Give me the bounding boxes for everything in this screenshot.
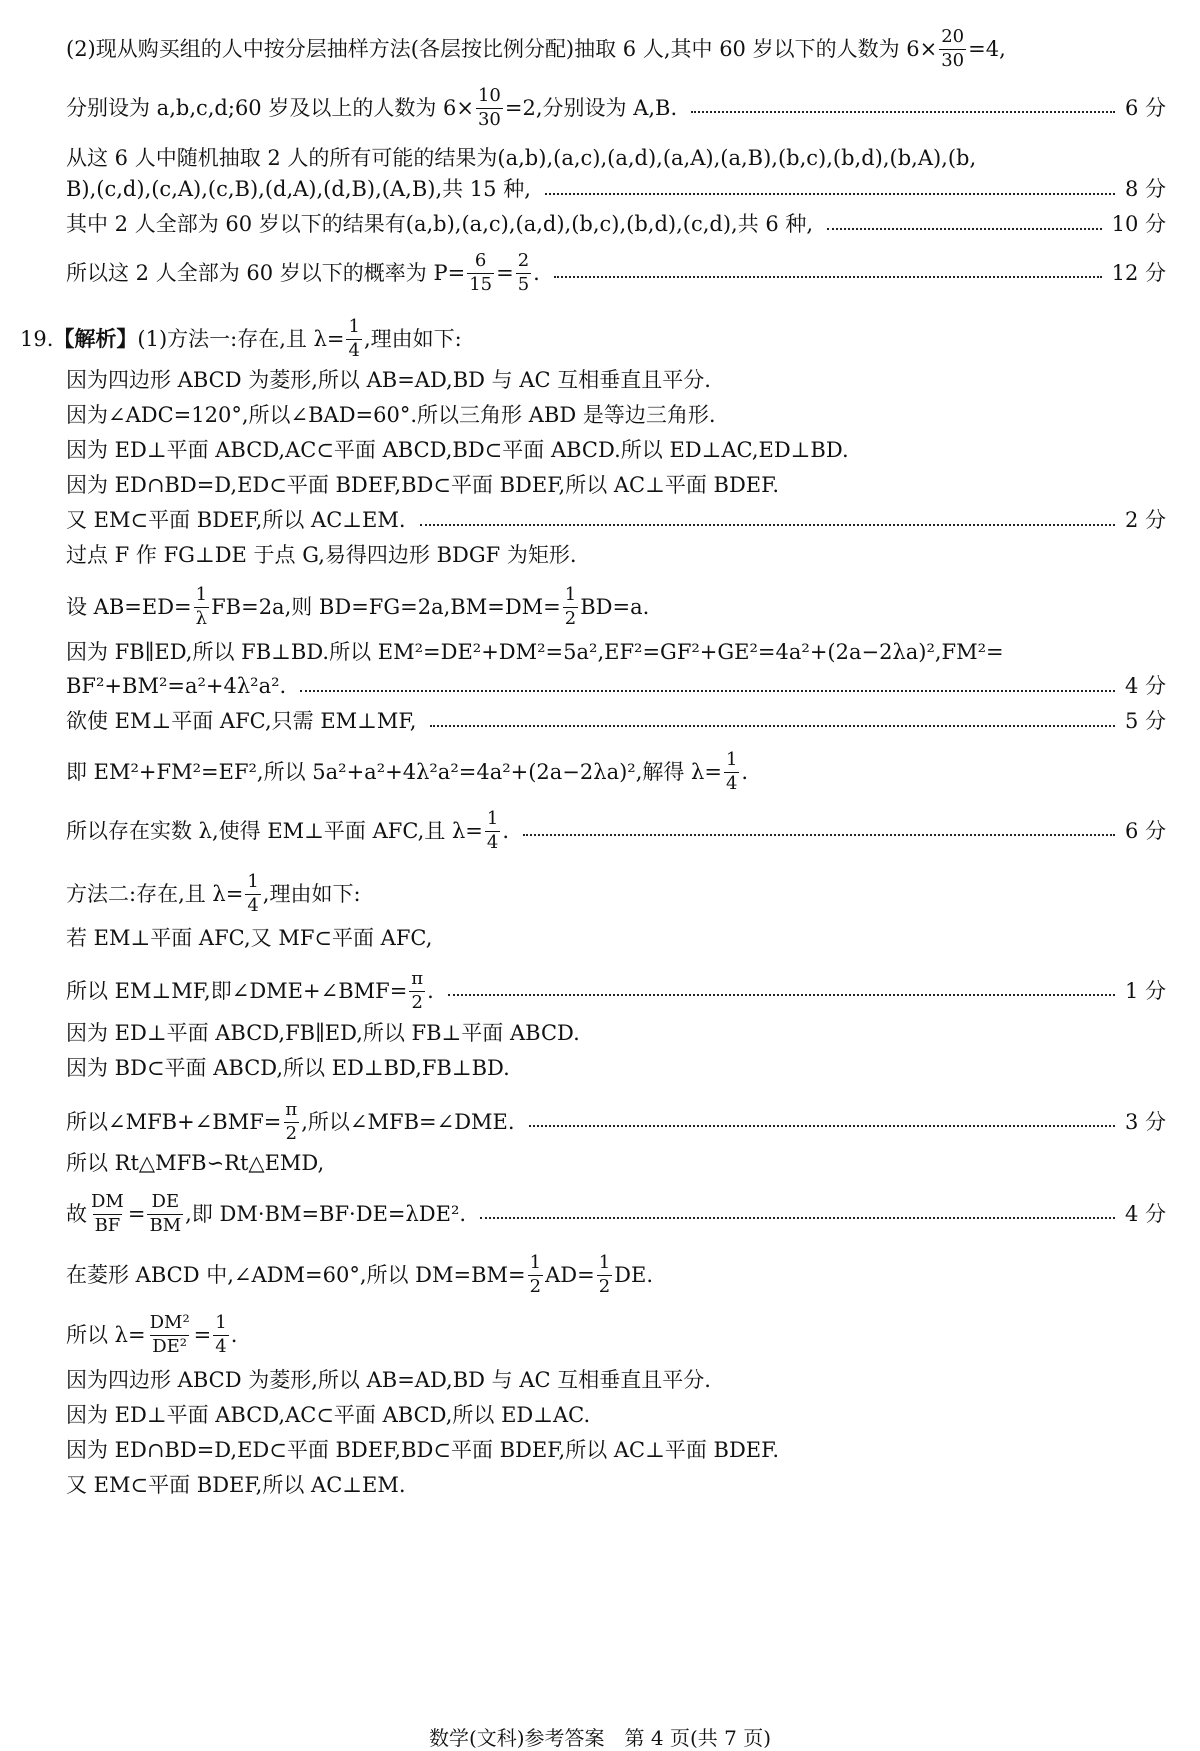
fraction: $\frac{1}{2}$ <box>529 1252 542 1297</box>
question-number: 19. <box>20 326 54 351</box>
score: 8 分 <box>1124 177 1166 201</box>
m1-line-6: 过点 F 作 FG⊥DE 于点 G,易得四边形 BDGF 为矩形. <box>66 543 577 567</box>
m1-line-7: 设 AB=ED= $\frac{1}{\lambda}$ FB=2a,则 BD=FG=2a,BM=DM= $\frac{1}{2}$ BD=a. <box>66 584 650 629</box>
dot-leader <box>523 834 1115 836</box>
q18-line-6: 所以这 2 人全部为 60 岁以下的概率为 P= $\frac{6}{15}$ = $\frac{2}{5}$ . 12 分 <box>66 250 1166 295</box>
q18-line-2: 分别设为 a,b,c,d;60 岁及以上的人数为 6× $\frac{10}{30}$ =2,分别设为 A,B. 6 分 <box>66 85 1166 130</box>
q18-line-3: 从这 6 人中随机抽取 2 人的所有可能的结果为(a,b),(a,c),(a,d),(a,A),(a,B),(b,c),(b,d),(b,A),(b, <box>66 146 977 170</box>
q18-line-1: (2)现从购买组的人中按分层抽样方法(各层按比例分配)抽取 6 人,其中 60 岁以下的人数为 6× $\frac{20}{30}$ =4, <box>66 26 1006 71</box>
m1-line-1: 因为四边形 ABCD 为菱形,所以 AB=AD,BD 与 AC 互相垂直且平分. <box>66 368 711 392</box>
m1-line-12: 所以存在实数 λ,使得 EM⊥平面 AFC,且 λ= $\frac{1}{4}$ . 6 分 <box>66 808 1166 853</box>
score: 6 分 <box>1124 95 1166 120</box>
dot-leader <box>300 690 1115 692</box>
m1-line-8: 因为 FB∥ED,所以 FB⊥BD.所以 EM²=DE²+DM²=5a²,EF²=GF²+GE²=4a²+(2a−2λa)²,FM²= <box>66 640 1004 664</box>
m2-line-11: 因为四边形 ABCD 为菱形,所以 AB=AD,BD 与 AC 互相垂直且平分. <box>66 1368 711 1392</box>
q18-line-5: 其中 2 人全部为 60 岁以下的结果有(a,b),(a,c),(a,d),(b,c),(b,d),(c,d),共 6 种, 10 分 <box>66 212 1166 236</box>
dot-leader <box>554 276 1102 278</box>
m1-line-4: 因为 ED∩BD=D,ED⊂平面 BDEF,BD⊂平面 BDEF,所以 AC⊥平面 BDEF. <box>66 473 780 497</box>
m2-line-14: 又 EM⊂平面 BDEF,所以 AC⊥EM. <box>66 1473 406 1497</box>
fraction: $\frac{10}{30}$ <box>477 85 501 130</box>
m1-line-11: 即 EM²+FM²=EF²,所以 5a²+a²+4λ²a²=4a²+(2a−2λa)²,解得 λ= $\frac{1}{4}$ . <box>66 749 749 794</box>
fraction: $\frac{1}{2}$ <box>564 584 577 629</box>
dot-leader <box>545 193 1115 195</box>
dot-leader <box>480 1217 1115 1219</box>
fraction: $\frac{1}{4}$ <box>348 316 360 361</box>
m1-line-5: 又 EM⊂平面 BDEF,所以 AC⊥EM. 2 分 <box>66 508 1166 532</box>
m1-line-2: 因为∠ADC=120°,所以∠BAD=60°.所以三角形 ABD 是等边三角形. <box>66 403 716 427</box>
m2-header: 方法二:存在,且 λ= $\frac{1}{4}$ ,理由如下: <box>66 871 361 916</box>
fraction: $\frac{DM}{BF}$ <box>91 1191 124 1236</box>
fraction: $\frac{2}{5}$ <box>517 250 530 295</box>
score: 12 分 <box>1111 260 1166 285</box>
fraction: $\frac{1}{\lambda}$ <box>195 584 208 629</box>
score: 1 分 <box>1124 978 1166 1003</box>
fraction: $\frac{1}{4}$ <box>247 871 259 916</box>
score: 4 分 <box>1124 674 1166 698</box>
m2-line-13: 因为 ED∩BD=D,ED⊂平面 BDEF,BD⊂平面 BDEF,所以 AC⊥平面 BDEF. <box>66 1438 780 1462</box>
fraction: $\frac{\pi}{2}$ <box>285 1099 298 1144</box>
q19-header: 19. 【解析】 (1)方法一:存在,且 λ= $\frac{1}{4}$ ,理由如下: <box>20 316 462 361</box>
fraction: $\frac{\pi}{2}$ <box>411 968 424 1013</box>
m2-line-5: 因为 BD⊂平面 ABCD,所以 ED⊥BD,FB⊥BD. <box>66 1056 510 1080</box>
m2-line-12: 因为 ED⊥平面 ABCD,AC⊂平面 ABCD,所以 ED⊥AC. <box>66 1403 591 1427</box>
score: 5 分 <box>1124 709 1166 733</box>
analysis-tag: 【解析】 <box>53 326 138 351</box>
m2-line-7: 所以 Rt△MFB∽Rt△EMD, <box>66 1151 325 1175</box>
page-footer: 数学(文科)参考答案 第 4 页(共 7 页) <box>428 1726 772 1750</box>
m2-line-9: 在菱形 ABCD 中,∠ADM=60°,所以 DM=BM= $\frac{1}{2}$ AD= $\frac{1}{2}$ DE. <box>66 1252 654 1297</box>
m2-line-3: 所以 EM⊥MF,即∠DME+∠BMF= $\frac{\pi}{2}$ . 1 分 <box>66 968 1166 1013</box>
q18-line-4: B),(c,d),(c,A),(c,B),(d,A),(d,B),(A,B),共 15 种, 8 分 <box>66 177 1166 201</box>
score: 4 分 <box>1124 1201 1166 1226</box>
dot-leader <box>420 524 1115 526</box>
m1-line-10: 欲使 EM⊥平面 AFC,只需 EM⊥MF, 5 分 <box>66 709 1166 733</box>
fraction: $\frac{1}{4}$ <box>486 808 499 853</box>
score: 10 分 <box>1111 212 1166 236</box>
m2-line-4: 因为 ED⊥平面 ABCD,FB∥ED,所以 FB⊥平面 ABCD. <box>66 1021 580 1045</box>
fraction: $\frac{1}{2}$ <box>598 1252 611 1297</box>
score: 3 分 <box>1124 1109 1166 1134</box>
dot-leader <box>691 111 1115 113</box>
fraction: $\frac{20}{30}$ <box>941 26 965 71</box>
fraction: $\frac{\text{DM²}}{\text{DE²}}$ <box>149 1312 190 1357</box>
score: 6 分 <box>1124 818 1166 843</box>
fraction: $\frac{1}{4}$ <box>215 1312 227 1357</box>
m1-line-9: BF²+BM²=a²+4λ²a². 4 分 <box>66 674 1166 698</box>
m2-line-8: 故 $\frac{DM}{BF}$ = $\frac{DE}{BM}$ ,即 DM·BM=BF·DE=λDE². 4 分 <box>66 1191 1166 1236</box>
m2-line-10: 所以 λ= $\frac{\text{DM²}}{\text{DE²}}$ = $\frac{1}{4}$ . <box>66 1312 238 1357</box>
m2-line-2: 若 EM⊥平面 AFC,又 MF⊂平面 AFC, <box>66 926 433 950</box>
fraction: $\frac{1}{4}$ <box>725 749 738 794</box>
dot-leader <box>430 725 1115 727</box>
dot-leader <box>529 1125 1115 1127</box>
dot-leader <box>827 228 1102 230</box>
fraction: $\frac{DE}{BM}$ <box>149 1191 182 1236</box>
dot-leader <box>448 994 1115 996</box>
m2-line-6: 所以∠MFB+∠BMF= $\frac{\pi}{2}$ ,所以∠MFB=∠DME. 3 分 <box>66 1099 1166 1144</box>
m1-line-3: 因为 ED⊥平面 ABCD,AC⊂平面 ABCD,BD⊂平面 ABCD.所以 ED⊥AC,ED⊥BD. <box>66 438 849 462</box>
fraction: $\frac{6}{15}$ <box>469 250 493 295</box>
score: 2 分 <box>1124 508 1166 532</box>
